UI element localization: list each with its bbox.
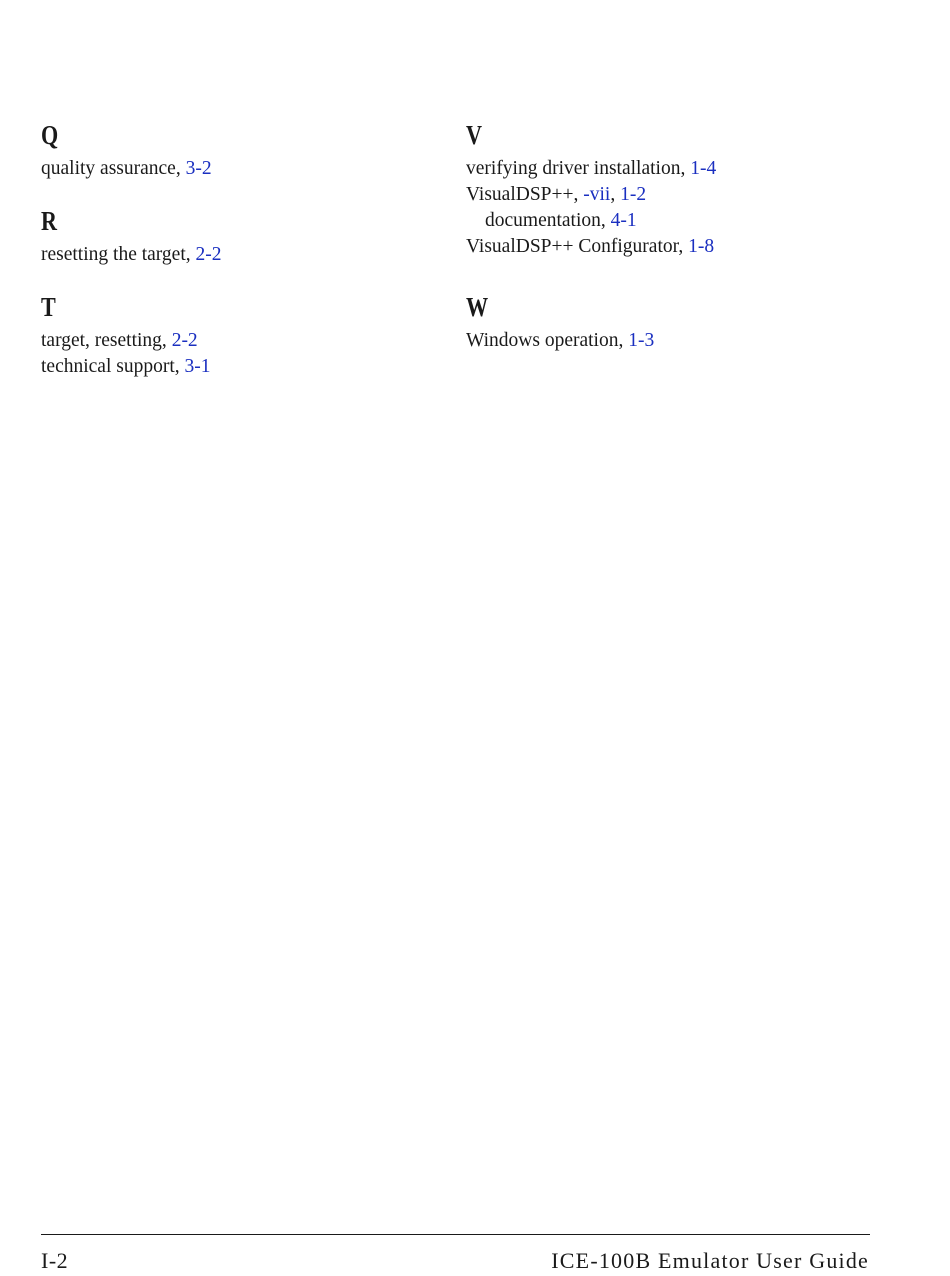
index-section-q <box>41 118 441 182</box>
entry-term: technical support, <box>41 356 185 377</box>
entry-term: verifying driver installation, <box>466 158 691 179</box>
index-section-v <box>466 118 866 260</box>
index-left-column <box>41 118 441 402</box>
section-letter: V <box>466 120 482 150</box>
index-section-r <box>41 204 441 268</box>
page-reference-link[interactable]: 2-2 <box>171 330 198 351</box>
entry-term: VisualDSP++ Configurator, <box>466 236 689 257</box>
entry-term: resetting the target, <box>41 244 196 265</box>
index-subentry <box>466 208 866 234</box>
entry-term: Windows operation, <box>466 330 629 351</box>
index-entry <box>41 354 441 380</box>
index-section-w <box>466 290 866 354</box>
index-section-t <box>41 290 441 380</box>
index-entry <box>466 328 866 354</box>
index-entry <box>41 156 441 182</box>
entry-term: target, resetting, <box>41 330 172 351</box>
entry-term: documentation, <box>485 210 611 231</box>
reference-separator: , <box>610 184 621 205</box>
page-reference-link[interactable]: 4-1 <box>610 210 637 231</box>
index-entry <box>466 182 866 208</box>
footer-page-number: I-2 <box>41 1248 69 1273</box>
page-reference-link[interactable]: 1-4 <box>690 158 717 179</box>
page-reference-link[interactable]: 1-2 <box>620 184 647 205</box>
footer-book-title: ICE-100B Emulator User Guide <box>551 1248 869 1273</box>
page-reference-link[interactable]: 1-8 <box>688 236 715 257</box>
index-entry <box>41 242 441 268</box>
footer-divider <box>41 1234 870 1235</box>
section-letter: T <box>41 292 56 322</box>
page-reference-link[interactable]: 3-2 <box>185 158 212 179</box>
page-reference-link[interactable]: 2-2 <box>195 244 222 265</box>
section-letter: R <box>41 206 57 236</box>
entry-term: quality assurance, <box>41 158 186 179</box>
entry-term: VisualDSP++, <box>466 184 584 205</box>
index-entry <box>41 328 441 354</box>
page-reference-link[interactable]: 1-3 <box>628 330 655 351</box>
index-right-column <box>466 118 866 376</box>
section-letter: Q <box>41 120 59 150</box>
index-entry <box>466 156 866 182</box>
index-entry <box>466 234 866 260</box>
page-reference-link[interactable]: 3-1 <box>184 356 211 377</box>
page-reference-link[interactable]: -vii <box>583 184 611 205</box>
section-letter: W <box>466 292 489 322</box>
